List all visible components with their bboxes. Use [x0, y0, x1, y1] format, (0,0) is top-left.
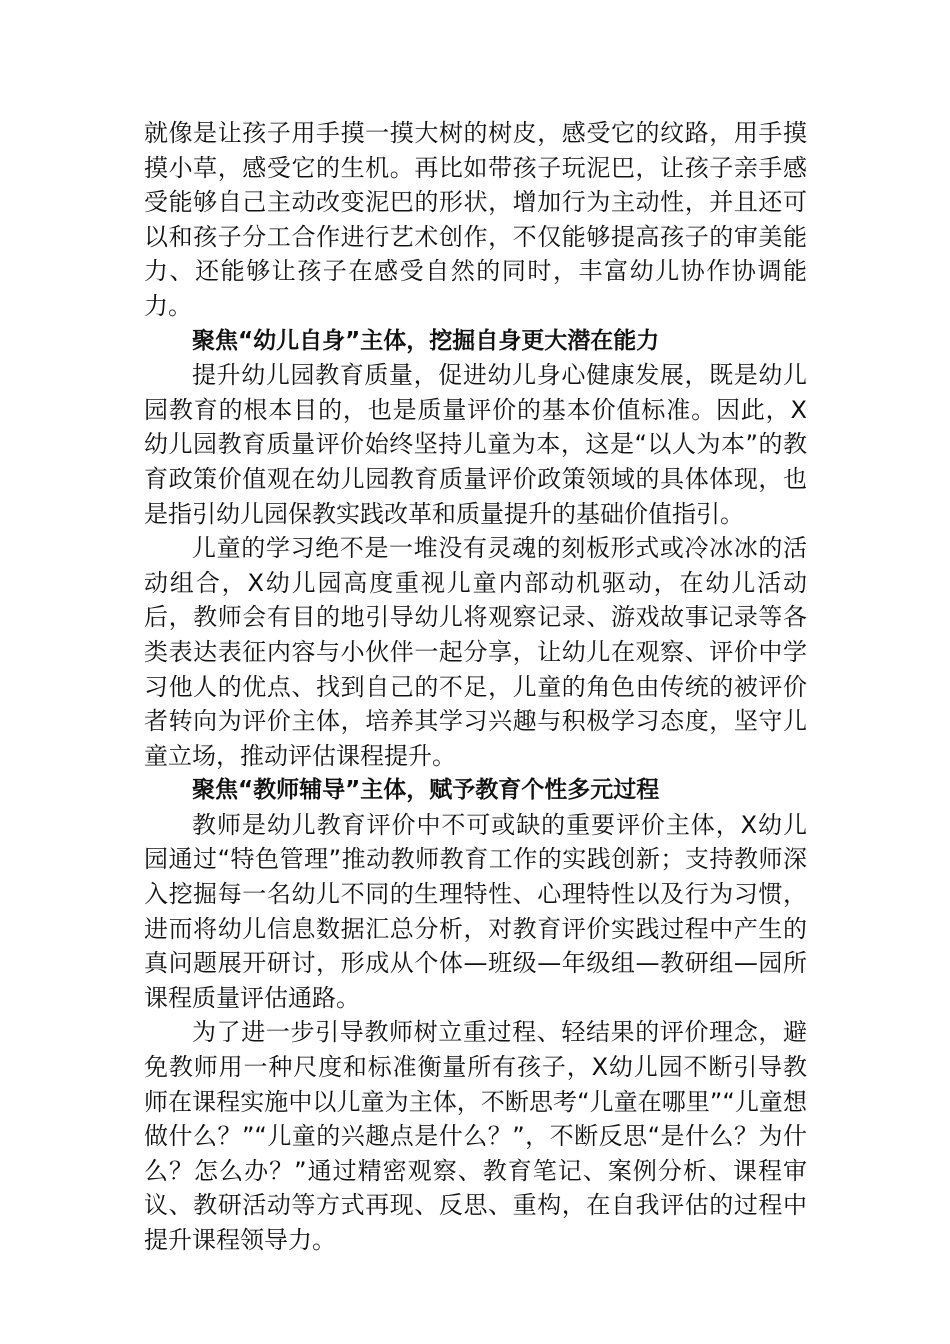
- document-page: [144, 116, 807, 1258]
- section-heading-teacher-subject: 聚焦“教师辅导”主体，赋予教育个性多元过程: [192, 777, 660, 804]
- paragraph-teacher-evaluation: 教师是幼儿教育评价中不可或缺的重要评价主体，X幼儿园通过“特色管理”推动教师教育工作的实践创新；支持教师深入挖掘每一名幼儿不同的生理特性、心理特性以及行为习惯，进而将幼儿信息数据汇总分析，对教育评价实践过程中产生的真问题展开研讨，形成从个体—班级—年级组—教研组—园所课程质量评估通路。: [144, 810, 807, 1012]
- section-heading-child-subject: 聚焦“幼儿自身”主体，挖掘自身更大潜在能力: [192, 327, 660, 354]
- paragraph-quality-evaluation: 提升幼儿园教育质量，促进幼儿身心健康发展，既是幼儿园教育的根本目的，也是质量评价的基本价值标准。因此，X幼儿园教育质量评价始终坚持儿童为本，这是“以人为本”的教育政策价值观在幼儿园教育质量评价政策领域的具体体现，也是指引幼儿园保教实践改革和质量提升的基础价值指引。: [144, 361, 807, 528]
- paragraph-teacher-reflection: 为了进一步引导教师树立重过程、轻结果的评价理念，避免教师用一种尺度和标准衡量所有孩子，X幼儿园不断引导教师在课程实施中以儿童为主体，不断思考“儿童在哪里”“儿童想做什么？”“儿童的兴趣点是什么？”，不断反思“是什么？为什么？怎么办？”通过精密观察、教育笔记、案例分析、课程审议、教研活动等方式再现、反思、重构，在自我评估的过程中提升课程领导力。: [144, 1018, 807, 1254]
- paragraph-intro: 就像是让孩子用手摸一摸大树的树皮，感受它的纹路，用手摸摸小草，感受它的生机。再比如带孩子玩泥巴，让孩子亲手感受能够自己主动改变泥巴的形状，增加行为主动性，并且还可以和孩子分工合作进行艺术创作，不仅能够提高孩子的审美能力、还能够让孩子在感受自然的同时，丰富幼儿协作协调能力。: [144, 119, 807, 320]
- paragraph-child-learning: 儿童的学习绝不是一堆没有灵魂的刻板形式或冷冰冰的活动组合，X幼儿园高度重视儿童内部动机驱动，在幼儿活动后，教师会有目的地引导幼儿将观察记录、游戏故事记录等各类表达表征内容与小伙伴一起分享，让幼儿在观察、评价中学习他人的优点、找到自己的不足，儿童的角色由传统的被评价者转向为评价主体，培养其学习兴趣与积极学习态度，坚守儿童立场，推动评估课程提升。: [144, 534, 807, 770]
